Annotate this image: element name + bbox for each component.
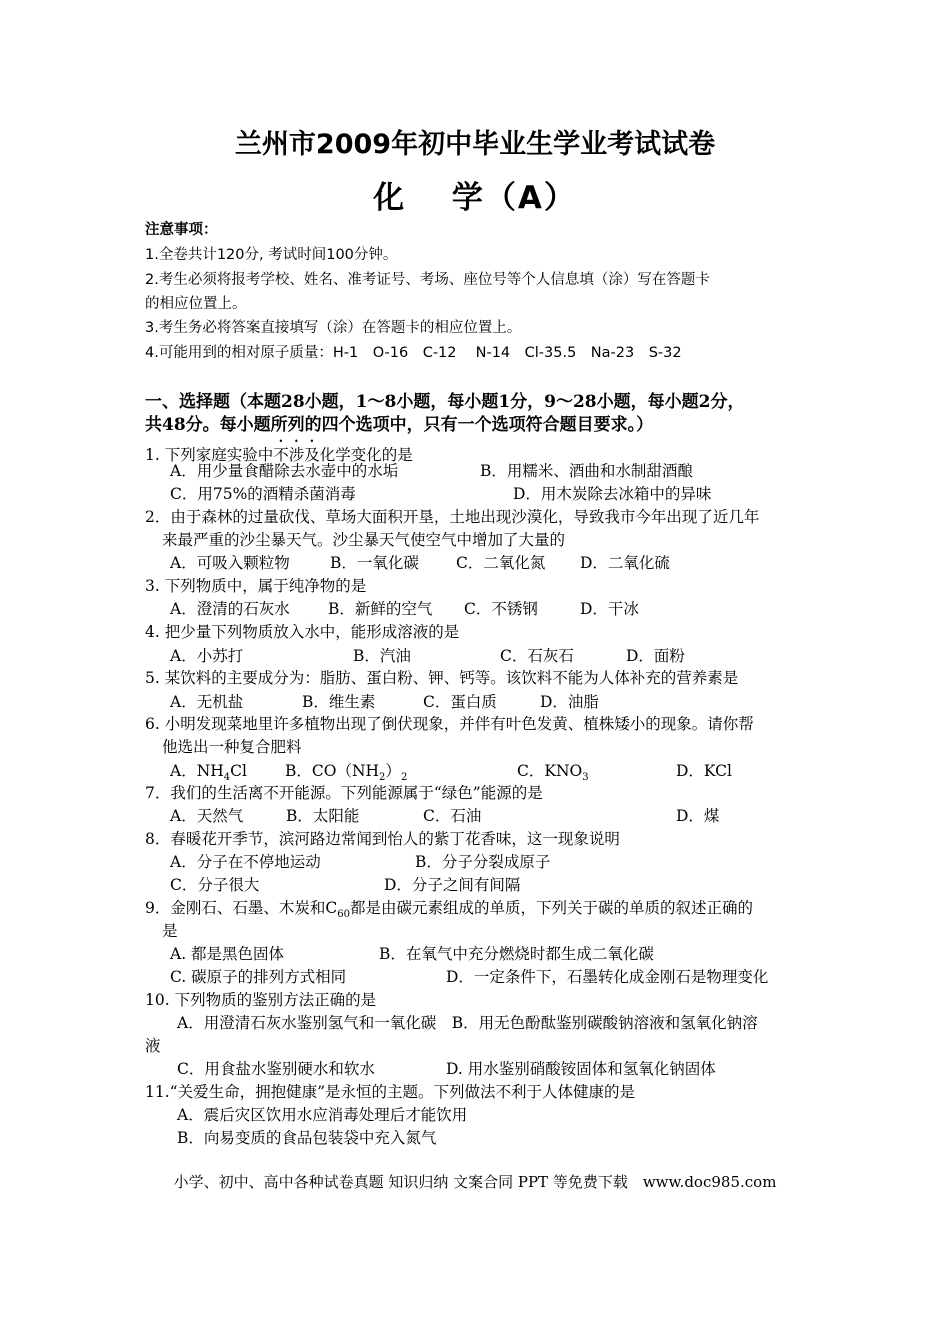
option: B．分子分裂成原子 (415, 853, 551, 871)
option: A．小苏打 (170, 647, 244, 665)
option: D．分子之间有间隔 (384, 876, 521, 894)
question-3-stem: 3. 下列物质中，属于纯净物的是 (145, 577, 367, 595)
emphasis-text: 不涉及 (273, 446, 320, 464)
option: A. 都是黑色固体 (170, 945, 285, 963)
option-wrap: 液 (145, 1037, 161, 1055)
option: A．可吸入颗粒物 (170, 554, 290, 572)
question-2-stem: 来最严重的沙尘暴天气。沙尘暴天气使空气中增加了大量的 (162, 531, 566, 549)
option: C．分子很大 (170, 876, 260, 894)
option: D. 用水鉴别硝酸铵固体和氢氧化钠固体 (446, 1060, 716, 1078)
option: C．$KNO_3$ (517, 762, 589, 784)
option: B．汽油 (353, 647, 411, 665)
option: C．不锈钢 (464, 600, 538, 618)
note-item: 2.考生必须将报考学校、姓名、准考证号、考场、座位号等个人信息填（涂）写在答题卡 (145, 272, 710, 288)
option: B．维生素 (302, 693, 376, 711)
exam-title: 兰州市2009年初中毕业生学业考试试卷 (234, 129, 716, 160)
option: A．分子在不停地运动 (170, 853, 321, 871)
option: A．震后灾区饮用水应消毒处理后才能饮用 (177, 1106, 468, 1124)
question-9-stem: 是 (162, 922, 178, 940)
option: C．用75%的酒精杀菌消毒 (170, 485, 356, 503)
option: C．用食盐水鉴别硬水和软水 (177, 1060, 375, 1078)
question-11-stem: 11.“关爱生命，拥抱健康”是永恒的主题。下列做法不利于人体健康的是 (145, 1083, 636, 1101)
option: D．面粉 (626, 647, 685, 665)
note-item: 4.可能用到的相对原子质量：H-1 O-16 C-12 N-14 Cl-35.5 Na-23 S-32 (145, 345, 682, 361)
option: C. 碳原子的排列方式相同 (170, 968, 347, 986)
option: B．$CO(NH_2)_2$ (285, 762, 408, 784)
note-item: 1.全卷共计120分, 考试时间100分钟。 (145, 247, 398, 263)
note-item: 3.考生务必将答案直接填写（涂）在答题卡的相应位置上。 (145, 320, 522, 336)
option: B．一氧化碳 (330, 554, 419, 572)
option: D．煤 (676, 807, 720, 825)
option: C．二氧化氮 (456, 554, 546, 572)
option: B．新鲜的空气 (328, 600, 433, 618)
option: C．石灰石 (500, 647, 574, 665)
question-2-stem: 2．由于森林的过量砍伐、草场大面积开垦，土地出现沙漠化，导致我市今年出现了近几年 (145, 508, 760, 526)
option: D．干冰 (580, 600, 639, 618)
question-7-stem: 7．我们的生活离不开能源。下列能源属于“绿色”能源的是 (145, 784, 543, 802)
option: C．石油 (423, 807, 482, 825)
option: A．无机盐 (170, 693, 244, 711)
option: A．澄清的石灰水 (170, 600, 290, 618)
question-1-stem: 1. 下列家庭实验中不涉及化学变化的是 (145, 446, 413, 464)
question-6-stem: 6. 小明发现菜地里许多植物出现了倒伏现象，并伴有叶色发黄、植株矮小的现象。请你帮 (145, 715, 754, 733)
section-header-line: 一、选择题（本题28小题，1～8小题，每小题1分，9～28小题，每小题2分， (145, 392, 745, 412)
option: A．用少量食醋除去水壶中的水垢 (170, 462, 399, 480)
option: A．用澄清石灰水鉴别氢气和一氧化碳 B．用无色酚酞鉴别碳酸钠溶液和氢氧化钠溶 (177, 1014, 758, 1032)
note-item: 的相应位置上。 (145, 296, 247, 312)
option: B．向易变质的食品包装袋中充入氮气 (177, 1129, 437, 1147)
question-6-stem: 他选出一种复合肥料 (162, 738, 302, 756)
option: A．$NH_4Cl$ (170, 762, 247, 784)
option: B．用糯米、酒曲和水制甜酒酿 (480, 462, 693, 480)
notes-heading: 注意事项： (145, 222, 218, 238)
option: B．太阳能 (286, 807, 360, 825)
question-9-stem: 9．金刚石、石墨、木炭和$C_{60}$都是由碳元素组成的单质，下列关于碳的单质的叙述正确的 (145, 899, 753, 921)
option: D．用木炭除去冰箱中的异味 (513, 485, 712, 503)
section-header-line: 共48分。每小题所列的四个选项中，只有一个选项符合题目要求。） (145, 415, 654, 435)
option: D．KCl (676, 762, 732, 780)
option: A．天然气 (170, 807, 244, 825)
option: D．油脂 (540, 693, 599, 711)
option: D．一定条件下，石墨转化成金刚石是物理变化 (446, 968, 769, 986)
question-5-stem: 5. 某饮料的主要成分为：脂肪、蛋白粉、钾、钙等。该饮料不能为人体补充的营养素是 (145, 669, 739, 687)
option: D．二氧化硫 (580, 554, 670, 572)
question-4-stem: 4. 把少量下列物质放入水中，能形成溶液的是 (145, 623, 460, 641)
option: B．在氧气中充分燃烧时都生成二氧化碳 (379, 945, 654, 963)
question-10-stem: 10. 下列物质的鉴别方法正确的是 (145, 991, 377, 1009)
option: C．蛋白质 (423, 693, 497, 711)
subject-title: 化 学（A） (373, 180, 577, 216)
question-8-stem: 8．春暖花开季节，滨河路边常闻到怡人的紫丁花香味，这一现象说明 (145, 830, 620, 848)
page-footer: 小学、初中、高中各种试卷真题 知识归纳 文案合同 PPT 等免费下载 www.doc985.com (173, 1173, 777, 1191)
